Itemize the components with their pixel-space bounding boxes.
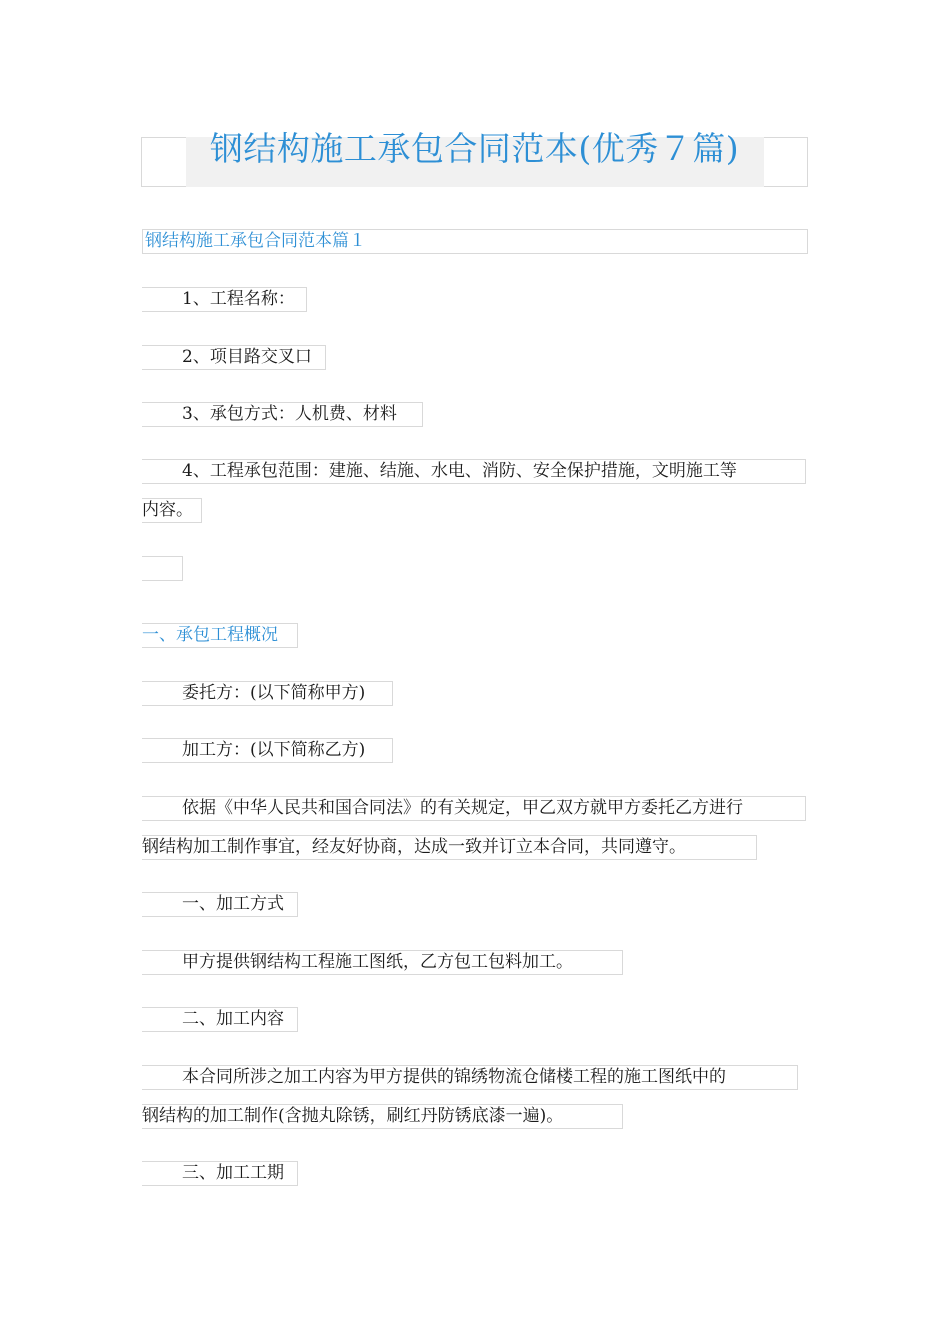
item-scope-line1: 4、工程承包范围：建施、结施、水电、消防、安全保护措施，文明施工等 [142,459,806,484]
item-contract-mode: 3、承包方式：人机费、材料 [142,402,423,427]
heading-period: 三、加工工期 [142,1161,298,1186]
processor-line: 加工方：(以下简称乙方) [142,738,393,763]
basis-line1: 依据《中华人民共和国合同法》的有关规定，甲乙双方就甲方委托乙方进行 [142,796,806,821]
section-heading: 钢结构施工承包合同范本篇１ [142,229,808,254]
heading-overview: 一、承包工程概况 [142,623,298,648]
document-title: 钢结构施工承包合同范本(优秀７篇) [209,129,740,168]
item-project-name: 1、工程名称： [142,287,307,312]
content-line1: 本合同所涉之加工内容为甲方提供的锦绣物流仓储楼工程的施工图纸中的 [142,1065,798,1090]
client-line: 委托方：(以下简称甲方) [142,681,393,706]
heading-content: 二、加工内容 [142,1007,298,1032]
heading-method: 一、加工方式 [142,892,298,917]
item-scope-line2: 内容。 [142,498,202,523]
basis-line2: 钢结构加工制作事宜，经友好协商，达成一致并订立本合同，共同遵守。 [142,835,757,860]
method-text: 甲方提供钢结构工程施工图纸，乙方包工包料加工。 [142,950,623,975]
empty-box [142,556,183,581]
content-line2: 钢结构的加工制作(含抛丸除锈，刷红丹防锈底漆一遍)。 [142,1104,623,1129]
item-project-road: 2、项目路交叉口 [142,345,326,370]
